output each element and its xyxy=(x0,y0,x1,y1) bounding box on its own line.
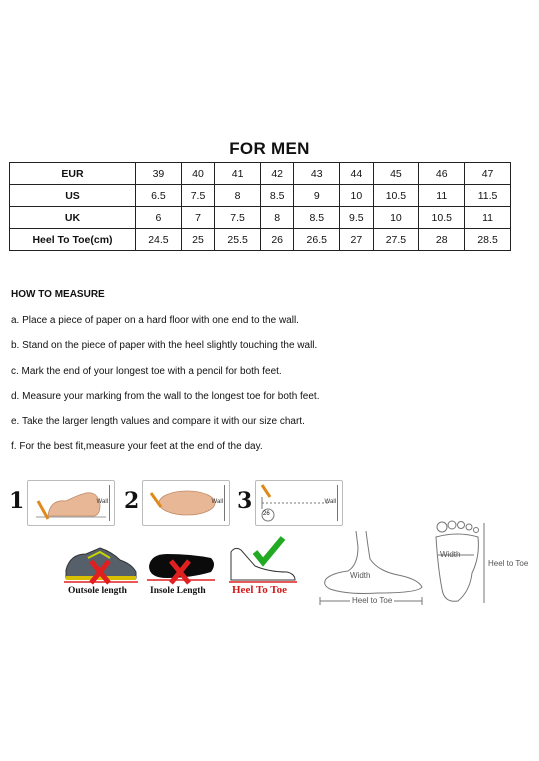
size-row xyxy=(10,207,511,229)
wall-line xyxy=(224,485,225,521)
size-cell: 9.5 xyxy=(340,207,373,229)
step-number: 1 xyxy=(9,488,25,514)
step-3-illustration xyxy=(237,480,349,524)
heel-to-toe-caption: Heel To Toe xyxy=(232,584,288,596)
measure-step: d. Measure your marking from the wall to the longest toe for both feet. xyxy=(11,390,320,402)
size-cell: 7 xyxy=(181,207,214,229)
size-cell: 8 xyxy=(215,185,261,207)
measure-steps-illustrations xyxy=(9,480,349,526)
insole-caption: Insole Length xyxy=(150,586,206,596)
foot-sole-heel-to-toe-label: Heel to Toe xyxy=(488,559,529,568)
foot-side-width-label: Width xyxy=(350,571,371,580)
wall-line xyxy=(337,485,338,521)
size-cell: 11 xyxy=(419,185,465,207)
how-to-measure-heading: HOW TO MEASURE xyxy=(11,289,105,300)
size-cell: 8.5 xyxy=(260,185,293,207)
step-3-frame xyxy=(255,480,343,526)
size-cell: 10 xyxy=(340,185,373,207)
size-cell: 26.5 xyxy=(294,229,340,251)
foot-side-heel-to-toe-label: Heel to Toe xyxy=(352,596,393,605)
size-row xyxy=(10,163,511,185)
foot-sole-view-icon xyxy=(428,517,488,607)
wall-line xyxy=(109,485,110,521)
size-cell: 46 xyxy=(419,163,465,185)
size-row-label: UK xyxy=(10,207,136,229)
size-cell: 7.5 xyxy=(215,207,261,229)
measure-step: c. Mark the end of your longest toe with a pencil for both feet. xyxy=(11,365,282,377)
foot-measure-icon xyxy=(225,532,301,584)
size-cell: 11 xyxy=(465,207,511,229)
size-cell: 6.5 xyxy=(136,185,182,207)
page-title: FOR MEN xyxy=(229,139,310,158)
size-cell: 28.5 xyxy=(465,229,511,251)
size-cell: 7.5 xyxy=(181,185,214,207)
measure-step: a. Place a piece of paper on a hard floor with one end to the wall. xyxy=(11,315,299,326)
size-row-label: EUR xyxy=(10,163,136,185)
step-2-illustration xyxy=(124,480,234,524)
size-cell: 25.5 xyxy=(215,229,261,251)
measure-step: b. Stand on the piece of paper with the heel slightly touching the wall. xyxy=(11,340,318,352)
size-cell: 27.5 xyxy=(373,229,419,251)
size-cell: 27 xyxy=(340,229,373,251)
size-cell: 11.5 xyxy=(465,185,511,207)
size-row xyxy=(10,229,511,251)
size-cell: 24.5 xyxy=(136,229,182,251)
step-number: 2 xyxy=(124,488,140,514)
ruler-value: 26 xyxy=(263,511,270,517)
foot-side-view-icon xyxy=(318,525,428,607)
wall-label: Wall xyxy=(324,499,336,505)
step-1-illustration xyxy=(9,480,119,524)
size-cell: 47 xyxy=(465,163,511,185)
size-chart-table xyxy=(9,162,511,251)
step-1-frame xyxy=(27,480,115,526)
insole-cross-icon xyxy=(168,558,192,586)
how-to-measure-section xyxy=(11,289,511,467)
size-row xyxy=(10,185,511,207)
outsole-caption: Outsole length xyxy=(68,586,127,596)
size-cell: 39 xyxy=(136,163,182,185)
step-2-frame xyxy=(142,480,230,526)
size-cell: 10.5 xyxy=(373,185,419,207)
size-cell: 25 xyxy=(181,229,214,251)
size-cell: 42 xyxy=(260,163,293,185)
size-cell: 10 xyxy=(373,207,419,229)
size-cell: 8 xyxy=(260,207,293,229)
step-number: 3 xyxy=(237,488,253,514)
size-cell: 10.5 xyxy=(419,207,465,229)
measure-step: f. For the best fit,measure your feet at the end of the day. xyxy=(11,441,263,453)
size-cell: 40 xyxy=(181,163,214,185)
size-row-label: US xyxy=(10,185,136,207)
measure-step: e. Take the larger length values and compare it with our size chart. xyxy=(11,416,305,428)
foot-sole-width-label: Width xyxy=(440,550,461,559)
size-cell: 45 xyxy=(373,163,419,185)
size-cell: 44 xyxy=(340,163,373,185)
size-cell: 9 xyxy=(294,185,340,207)
wall-label: Wall xyxy=(96,499,108,505)
size-cell: 8.5 xyxy=(294,207,340,229)
size-cell: 28 xyxy=(419,229,465,251)
size-cell: 26 xyxy=(260,229,293,251)
outsole-cross-icon xyxy=(88,558,112,586)
size-cell: 43 xyxy=(294,163,340,185)
size-cell: 6 xyxy=(136,207,182,229)
size-row-label: Heel To Toe(cm) xyxy=(10,229,136,251)
wall-label: Wall xyxy=(211,499,223,505)
size-cell: 41 xyxy=(215,163,261,185)
